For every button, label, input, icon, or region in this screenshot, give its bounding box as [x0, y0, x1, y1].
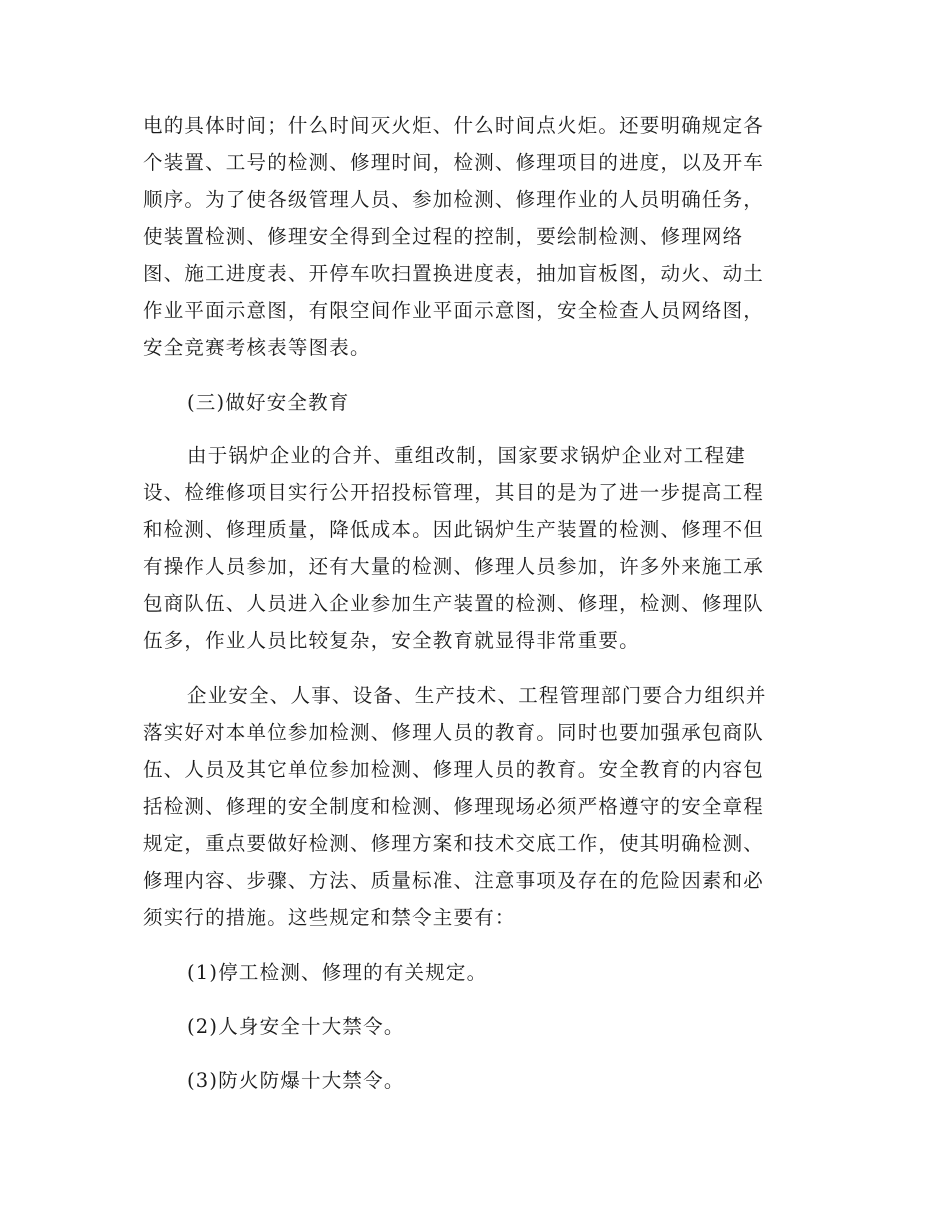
list-item: (1)停工检测、修理的有关规定。 [187, 961, 488, 984]
text-line: 包商队伍、人员进入企业参加生产装置的检测、修理，检测、修理队 [143, 592, 765, 615]
text-line: 伍多，作业人员比较复杂，安全教育就显得非常重要。 [143, 629, 640, 652]
text-line: 作业平面示意图，有限空间作业平面示意图，安全检查人员网络图， [143, 299, 765, 322]
section-heading [143, 384, 807, 421]
text-line: 安全竞赛考核表等图表。 [143, 336, 371, 359]
text-line: 使装置检测、修理安全得到全过程的控制，要绘制检测、修理网络 [143, 225, 744, 248]
text-line: 个装置、工号的检测、修理时间，检测、修理项目的进度，以及开车 [143, 151, 765, 174]
text-line: 规定，重点要做好检测、修理方案和技术交底工作，使其明确检测、 [143, 832, 765, 855]
list-item-3 [143, 1062, 807, 1099]
text-line: 有操作人员参加，还有大量的检测、修理人员参加，许多外来施工承 [143, 555, 765, 578]
list-item: (3)防火防爆十大禁令。 [187, 1069, 405, 1092]
text-line: 企业安全、人事、设备、生产技术、工程管理部门要合力组织并 [187, 684, 767, 707]
paragraph-departments [143, 677, 807, 936]
text-line: 图、施工进度表、开停车吹扫置换进度表，抽加盲板图，动火、动土 [143, 262, 765, 285]
text-line: 由于锅炉企业的合并、重组改制，国家要求锅炉企业对工程建 [187, 444, 746, 467]
list-item: (2)人身安全十大禁令。 [187, 1015, 405, 1038]
paragraph-continuation [143, 107, 807, 366]
paragraph-safety-education [143, 437, 807, 659]
list-item-2 [143, 1008, 807, 1045]
text-line: 设、检维修项目实行公开招投标管理，其目的是为了进一步提高工程 [143, 481, 765, 504]
text-line: 电的具体时间；什么时间灭火炬、什么时间点火炬。还要明确规定各 [143, 114, 765, 137]
text-line: 和检测、修理质量，降低成本。因此锅炉生产装置的检测、修理不但 [143, 518, 765, 541]
text-line: 括检测、修理的安全制度和检测、修理现场必须严格遵守的安全章程 [143, 795, 765, 818]
text-line: 须实行的措施。这些规定和禁令主要有： [143, 906, 516, 929]
text-line: 顺序。为了使各级管理人员、参加检测、修理作业的人员明确任务， [143, 188, 765, 211]
text-line: 落实好对本单位参加检测、修理人员的教育。同时也要加强承包商队 [143, 721, 765, 744]
section-heading-text: (三)做好安全教育 [187, 391, 350, 414]
text-line: 修理内容、步骤、方法、质量标准、注意事项及存在的危险因素和必 [143, 869, 765, 892]
text-line: 伍、人员及其它单位参加检测、修理人员的教育。安全教育的内容包 [143, 758, 765, 781]
list-item-1 [143, 954, 807, 991]
